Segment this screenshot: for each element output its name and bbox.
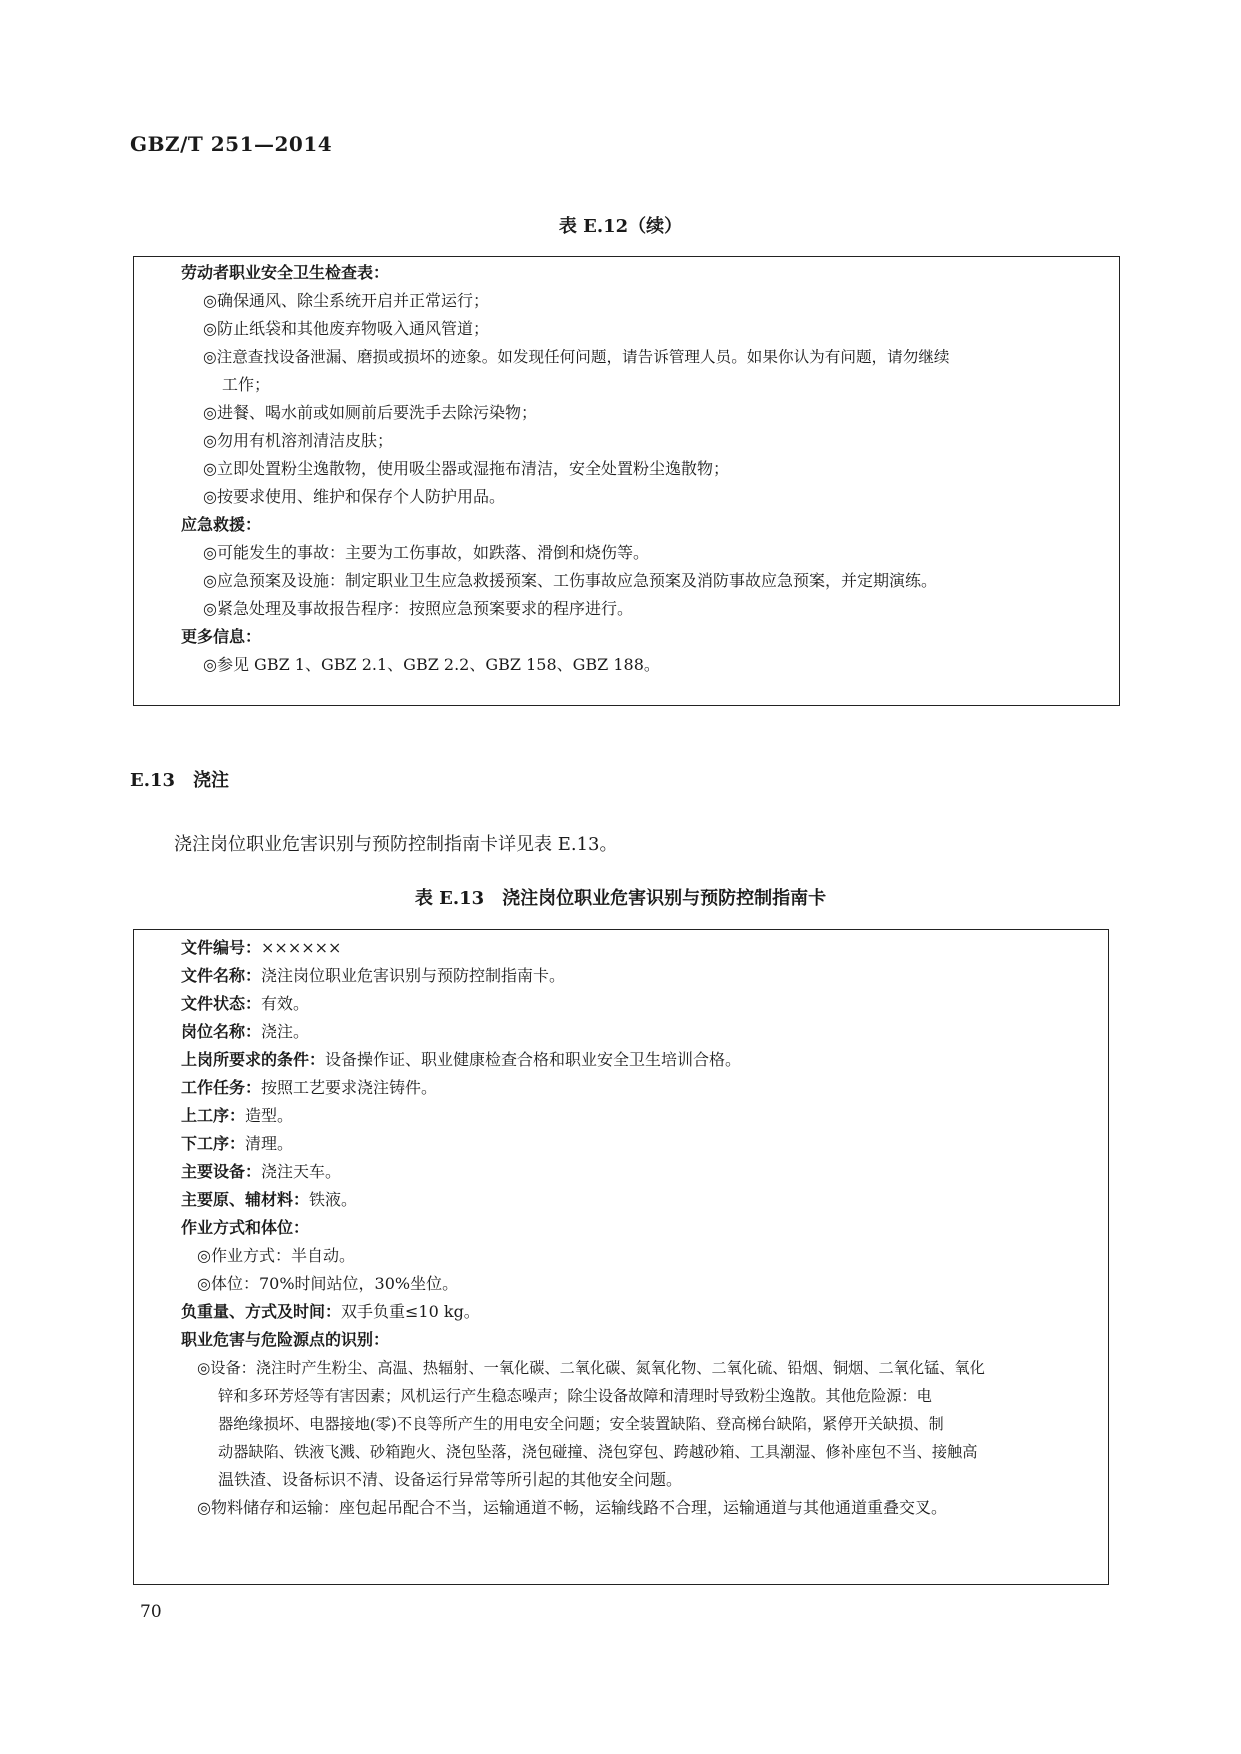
row-label: 更多信息：	[181, 627, 262, 646]
row-text: ◎参见 GBZ 1、GBZ 2.1、GBZ 2.2、GBZ 158、GBZ 188。	[203, 655, 660, 674]
table-e13-box	[133, 929, 1109, 1585]
row-text: 器绝缘损坏、电器接地(零)不良等所产生的用电安全问题；安全装置缺陷、登高梯台缺陷，紧停开关缺损、制	[218, 1415, 944, 1433]
table-row	[203, 570, 937, 592]
row-label: 上岗所要求的条件：	[181, 1050, 326, 1069]
row-text: ◎物料储存和运输：座包起吊配合不当，运输通道不畅，运输线路不合理，运输通道与其他通道重叠交叉。	[197, 1498, 947, 1517]
row-text: 工作；	[222, 375, 271, 394]
row-text: 按照工艺要求浇注铸件。	[261, 1078, 438, 1097]
table-row	[181, 1021, 309, 1043]
table-row	[181, 1189, 357, 1211]
table-row	[181, 514, 261, 536]
table-row	[181, 1133, 293, 1155]
row-label: 主要设备：	[181, 1162, 262, 1181]
table-row	[181, 1329, 389, 1351]
table-row	[181, 993, 309, 1015]
row-text: ◎勿用有机溶剂清洁皮肤；	[203, 431, 393, 450]
row-text: ××××××	[261, 938, 342, 957]
section-intro: 浇注岗位职业危害识别与预防控制指南卡详见表 E.13。	[174, 834, 618, 855]
row-text: 设备操作证、职业健康检查合格和职业安全卫生培训合格。	[325, 1050, 742, 1069]
row-text: 双手负重≤10 kg。	[341, 1302, 480, 1321]
row-text: 清理。	[245, 1134, 294, 1153]
table-row	[203, 402, 537, 424]
row-text: ◎作业方式：半自动。	[197, 1246, 355, 1265]
table-row	[181, 1301, 480, 1323]
row-text: ◎注意查找设备泄漏、磨损或损坏的迹象。如发现任何问题，请告诉管理人员。如果你认为有问题，请勿继续	[203, 348, 950, 366]
row-label: 工作任务：	[181, 1078, 262, 1097]
row-text: ◎按要求使用、维护和保存个人防护用品。	[203, 487, 505, 506]
row-label: 文件编号：	[181, 938, 262, 957]
row-label: 负重量、方式及时间：	[181, 1302, 342, 1321]
row-text: 动器缺陷、铁液飞溅、砂箱跑火、浇包坠落，浇包碰撞、浇包穿包、跨越砂箱、工具潮湿、修补座包不当、接触高	[218, 1443, 978, 1461]
table-row	[203, 486, 505, 508]
row-label: 职业危害与危险源点的识别：	[181, 1330, 390, 1349]
row-text: 有效。	[261, 994, 310, 1013]
row-label: 岗位名称：	[181, 1022, 262, 1041]
table-row	[181, 1217, 309, 1239]
row-text: ◎设备：浇注时产生粉尘、高温、热辐射、一氧化碳、二氧化碳、氮氧化物、二氧化硫、铅烟、铜烟、二氧化锰、氧化	[197, 1359, 985, 1377]
table-row	[203, 598, 633, 620]
document-code: GBZ/T 251—2014	[130, 132, 333, 156]
row-label: 文件名称：	[181, 966, 262, 985]
table-row	[181, 937, 341, 959]
table-row	[203, 430, 393, 452]
table-row	[181, 1077, 437, 1099]
row-text: 温铁渣、设备标识不清、设备运行异常等所引起的其他安全问题。	[218, 1470, 683, 1489]
table-row	[181, 965, 565, 987]
row-label: 应急救援：	[181, 515, 262, 534]
table-e12-caption: 表 E.12（续）	[558, 216, 683, 237]
row-text: 铁液。	[309, 1190, 358, 1209]
table-e12-box	[133, 256, 1120, 706]
row-text: ◎紧急处理及事故报告程序：按照应急预案要求的程序进行。	[203, 599, 633, 618]
table-row	[181, 262, 389, 284]
section-heading: E.13 浇注	[130, 770, 230, 791]
table-row	[218, 1469, 682, 1491]
table-row	[203, 458, 729, 480]
row-label: 主要原、辅材料：	[181, 1190, 310, 1209]
table-row	[197, 1497, 947, 1519]
table-row	[203, 654, 660, 676]
table-row	[181, 626, 261, 648]
table-row	[222, 374, 270, 396]
table-row	[197, 1273, 458, 1295]
row-text: 浇注。	[261, 1022, 310, 1041]
row-text: ◎立即处置粉尘逸散物，使用吸尘器或湿拖布清洁，安全处置粉尘逸散物；	[203, 459, 729, 478]
row-text: ◎进餐、喝水前或如厕前后要洗手去除污染物；	[203, 403, 537, 422]
table-row	[203, 318, 489, 340]
row-text: 浇注岗位职业危害识别与预防控制指南卡。	[261, 966, 566, 985]
row-label: 上工序：	[181, 1106, 246, 1125]
row-text: ◎确保通风、除尘系统开启并正常运行；	[203, 291, 489, 310]
table-row	[181, 1049, 741, 1071]
row-label: 下工序：	[181, 1134, 246, 1153]
table-e13-caption: 表 E.13 浇注岗位职业危害识别与预防控制指南卡	[414, 888, 827, 909]
table-row	[197, 1245, 355, 1267]
table-row	[197, 1357, 985, 1379]
table-row	[203, 290, 489, 312]
row-text: ◎体位：70%时间站位，30%坐位。	[197, 1274, 459, 1293]
row-text: ◎可能发生的事故：主要为工伤事故，如跌落、滑倒和烧伤等。	[203, 543, 649, 562]
page-number: 70	[140, 1602, 162, 1622]
row-label: 劳动者职业安全卫生检查表：	[181, 263, 390, 282]
row-text: 浇注天车。	[261, 1162, 342, 1181]
row-text: ◎防止纸袋和其他废弃物吸入通风管道；	[203, 319, 489, 338]
row-text: 锌和多环芳烃等有害因素；风机运行产生稳态噪声；除尘设备故障和清理时导致粉尘逸散。其他危险源：电	[218, 1387, 932, 1405]
table-row	[181, 1105, 293, 1127]
table-row	[203, 346, 950, 368]
row-text: 造型。	[245, 1106, 294, 1125]
table-row	[203, 542, 649, 564]
row-label: 文件状态：	[181, 994, 262, 1013]
row-label: 作业方式和体位：	[181, 1218, 310, 1237]
table-row	[218, 1441, 977, 1463]
row-text: ◎应急预案及设施：制定职业卫生应急救援预案、工伤事故应急预案及消防事故应急预案，并定期演练。	[203, 571, 937, 590]
table-row	[218, 1385, 932, 1407]
table-row	[218, 1413, 944, 1435]
table-row	[181, 1161, 341, 1183]
